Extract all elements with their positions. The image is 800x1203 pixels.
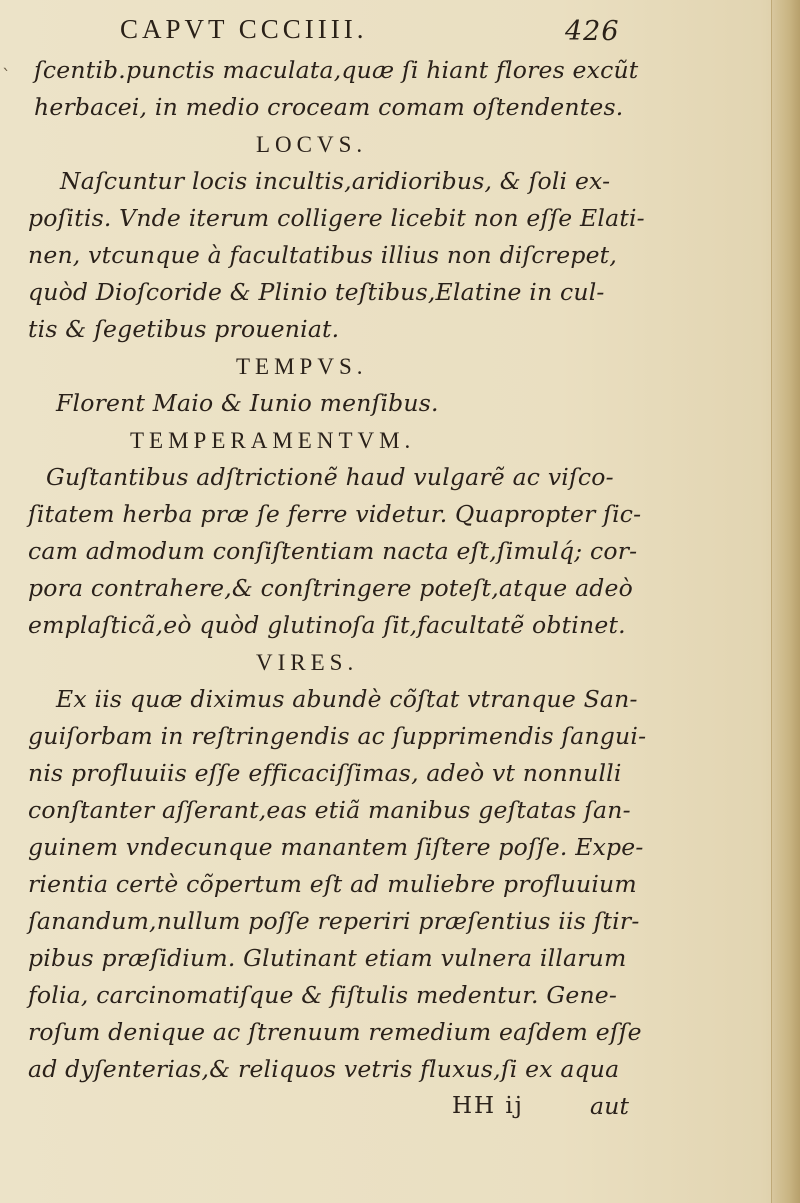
text-line: tis & ſegetibus proueniat. (28, 315, 340, 343)
section-heading: TEMPERAMENTVM. (130, 428, 416, 453)
signature-mark: HH ij (452, 1093, 524, 1119)
text-line: emplaſticã,eò quòd glutinoſa ſit,facultatẽ obtinet. (28, 611, 626, 639)
text-line: ſitatem herba præ ſe ferre videtur. Quapropter ſic- (28, 500, 642, 528)
text-line: guiſorbam in reſtringendis ac ſupprimendis ſangui- (28, 722, 647, 750)
text-line: guinem vndecunque manantem ſiſtere poſſe. Expe- (28, 833, 644, 861)
text-line: pibus præſidium. Glutinant etiam vulnera illarum (28, 944, 627, 972)
section-heading: LOCVS. (256, 132, 368, 157)
text-line: Naſcuntur locis incultis,aridioribus, & ſoli ex- (60, 167, 611, 195)
text-line: conſtanter aſſerant,eas etiã manibus geſtatas ſan- (28, 796, 631, 824)
text-line: folia, carcinomatiſque & fiſtulis medentur. Gene- (28, 981, 618, 1009)
catchword: aut (590, 1092, 630, 1120)
text-line: Ex iis quæ diximus abundè cõſtat vtranque San- (56, 685, 638, 713)
text-line: roſum denique ac ſtrenuum remedium eaſdem eſſe (28, 1018, 642, 1046)
text-line: ad dyſenterias,& reliquos vetris fluxus,ſi ex aqua (28, 1055, 620, 1083)
text-line: pora contrahere,& conſtringere poteſt,atque adeò (28, 574, 633, 602)
text-line: cam admodum conſiſtentiam nacta eſt,ſimulq́; cor- (28, 537, 638, 565)
page-edge (771, 0, 800, 1203)
margin-mark: ˋ (2, 66, 11, 87)
text-line: nen, vtcunque à facultatibus illius non diſcrepet, (28, 241, 617, 269)
page-text (20, 52, 760, 1125)
chapter-title: CAPVT CCCIIII. (120, 14, 368, 44)
text-line: ſcentib.punctis maculata,quæ ſi hiant flores excũt (34, 56, 639, 84)
text-line: herbacei, in medio croceam comam oſtendentes. (34, 93, 624, 121)
text-line: rientia certè cõpertum eſt ad muliebre profluuium (28, 870, 637, 898)
text-line: ſanandum,nullum poſſe reperiri præſentius iis ſtir- (28, 907, 640, 935)
text-line: Florent Maio & Iunio menſibus. (56, 389, 439, 417)
section-heading: TEMPVS. (236, 354, 368, 379)
text-line: quòd Dioſcoride & Plinio teſtibus,Elatine in cul- (28, 278, 605, 306)
text-line: Guſtantibus adſtrictionẽ haud vulgarẽ ac viſco- (46, 463, 614, 491)
folio-number: 426 (565, 16, 620, 47)
text-line: poſitis. Vnde iterum colligere licebit non eſſe Elati- (28, 204, 645, 232)
running-head (120, 10, 640, 50)
text-line: nis profluuiis eſſe efficaciſſimas, adeò vt nonnulli (28, 759, 622, 787)
section-heading: VIRES. (256, 650, 359, 675)
